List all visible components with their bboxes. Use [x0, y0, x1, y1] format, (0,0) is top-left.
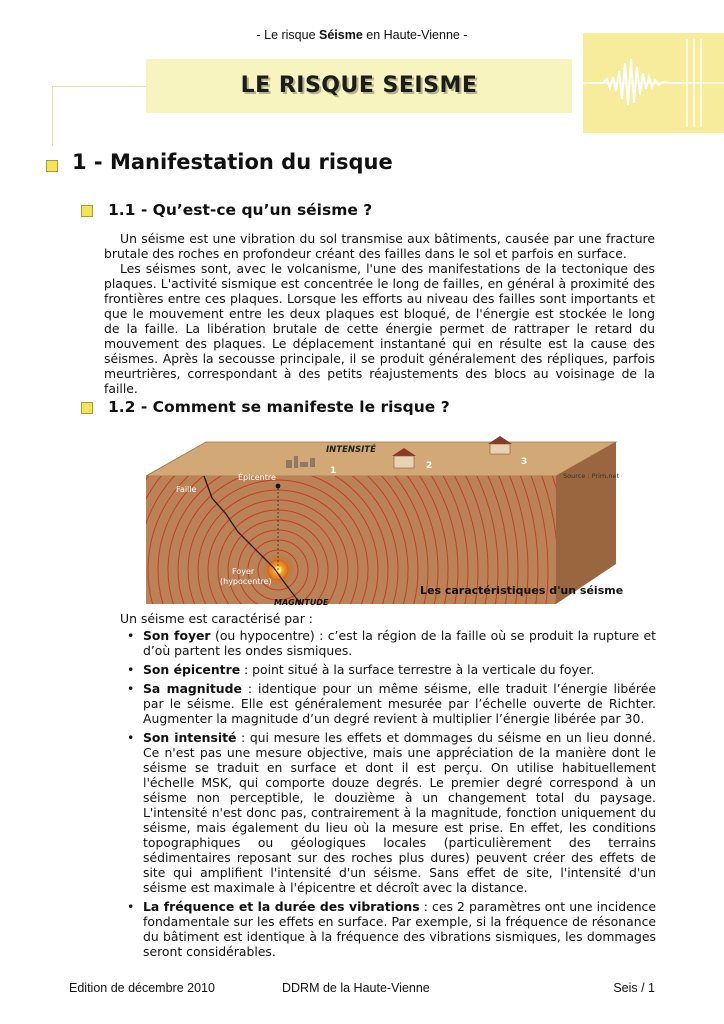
- list-item-foyer: [124, 628, 656, 658]
- paragraph-tectonics: Les séismes sont, avec le volcanisme, l'une des manifestations de la tectonique des plaques. L'activité sismique est concentrée le long de failles, en général à proximité des frontières entre ces plaques. Lorsque les efforts au niveau des failles sont importants et que le mouvement entre les deux plaques est bloqué, de l'énergie est stockée le long de la faille. La libération brutale de cette énergie permet de rattraper le retard du mouvement des plaques. Le déplacement instantané qui en résulte est la cause des séismes. Après la secousse principale, il se produit généralement des répliques, parfois meurtrières, correspondant à des petits réajustements des blocs au voisinage de la faille.: [104, 261, 655, 396]
- bullet-dot: •: [127, 730, 135, 745]
- seismograph-icon: [583, 33, 724, 133]
- paragraph-definition: Un séisme est une vibration du sol transmise aux bâtiments, causée par une fracture brutale des roches en profondeur créant des failles dans le sol et parfois en surface.: [104, 231, 655, 261]
- subheading-bullet: [81, 402, 93, 414]
- label-number-3: 3: [521, 457, 528, 467]
- bullet-dot: •: [127, 899, 135, 914]
- running-head-bold: Séisme: [319, 28, 363, 42]
- footer-page-number: Seis / 1: [613, 981, 655, 995]
- label-intensite: INTENSITÉ: [326, 445, 376, 455]
- desc-magnitude: : identique pour un même séisme, elle traduit l’énergie libérée par le séisme. Elle est généralement mesurée par l’échelle ouverte de Richter. Augmenter la magnitude d’un degré revient à multiplier l’énergie libérée par 30.: [143, 681, 656, 726]
- section-1-1-body: [104, 231, 655, 396]
- bullet-dot: •: [127, 628, 135, 643]
- term-frequence: La fréquence et la durée des vibrations: [143, 899, 420, 914]
- desc-frequence: : ces 2 paramètres ont une incidence fondamentale sur les effets en surface. Par exemple, si la fréquence de résonance du bâtiment est identique à la fréquence des vibrations sismiques, les dommages seront considérables.: [143, 899, 656, 959]
- label-faille: Faille: [176, 485, 197, 494]
- earthquake-block-illustration: [146, 436, 622, 608]
- bullet-dot: •: [127, 662, 135, 677]
- label-magnitude: MAGNITUDE: [274, 598, 329, 607]
- seismograph-decoration: [583, 33, 724, 133]
- decorative-line-horizontal: [52, 86, 148, 87]
- list-item-magnitude: [124, 681, 656, 726]
- subheading-bullet: [81, 205, 93, 217]
- label-number-2: 2: [426, 461, 433, 471]
- running-head-post: en Haute-Vienne -: [362, 28, 468, 42]
- term-epicentre: Son épicentre: [143, 662, 241, 677]
- running-head-pre: - Le risque: [256, 28, 320, 42]
- list-item-intensite: [124, 730, 656, 895]
- footer-ddrm: DDRM de la Haute-Vienne: [282, 981, 430, 995]
- desc-intensite: : qui mesure les effets et dommages du séisme en un lieu donné. Ce n'est pas une mesure objective, mais une appréciation de la manière dont le séisme se traduit en surface et dont il est perçu. On utilise habituellement l'échelle MSK, qui comporte douze degrés. Le premier degré correspond à un séisme non perceptible, le douzième à un changement total du paysage. L'intensité n'est donc pas, contrairement à la magnitude, fonction uniquement du séisme, mais également du lieu où la mesure est prise. En effet, les conditions topographiques ou géologiques locales (particulièrement des terrains sédimentaires reposant sur des roches plus dures) peuvent créer des effets de site qui amplifient l'intensité d'un séisme. Sans effet de site, l'intensité d'un séisme est maximale à l'épicentre et décroît avec la distance.: [143, 730, 656, 895]
- term-foyer: Son foyer: [143, 628, 211, 643]
- section-heading-1: 1 - Manifestation du risque: [72, 150, 393, 174]
- label-hypocentre: (hypocentre): [220, 577, 272, 586]
- characteristics-list: [124, 628, 656, 963]
- list-item-epicentre: [124, 662, 656, 677]
- label-number-1: 1: [330, 466, 337, 476]
- desc-foyer: (ou hypocentre) : c’est la région de la faille où se produit la rupture et d’où partent les ondes sismiques.: [143, 628, 657, 658]
- footer-edition: Edition de décembre 2010: [69, 981, 215, 995]
- term-intensite: Son intensité: [143, 730, 237, 745]
- label-epicentre: Épicentre: [238, 473, 276, 482]
- section-heading-1-1: 1.1 - Qu’est-ce qu’un séisme ?: [108, 201, 373, 219]
- desc-epicentre: : point situé à la surface terrestre à la verticale du foyer.: [240, 662, 595, 677]
- earthquake-diagram: [146, 436, 622, 608]
- bullet-dot: •: [127, 681, 135, 696]
- heading-bullet: [46, 160, 58, 172]
- term-magnitude: Sa magnitude: [143, 681, 242, 696]
- list-item-frequence: [124, 899, 656, 959]
- list-intro: Un séisme est caractérisé par :: [120, 611, 313, 626]
- label-foyer: Foyer: [232, 567, 255, 576]
- decorative-line-vertical: [52, 86, 53, 146]
- section-heading-1-2: 1.2 - Comment se manifeste le risque ?: [108, 398, 450, 416]
- figure-caption: Les caractéristiques d'un séisme: [420, 584, 624, 597]
- page-title: LE RISQUE SEISME: [240, 73, 478, 98]
- figure-source: Source : Prim.net: [563, 472, 619, 480]
